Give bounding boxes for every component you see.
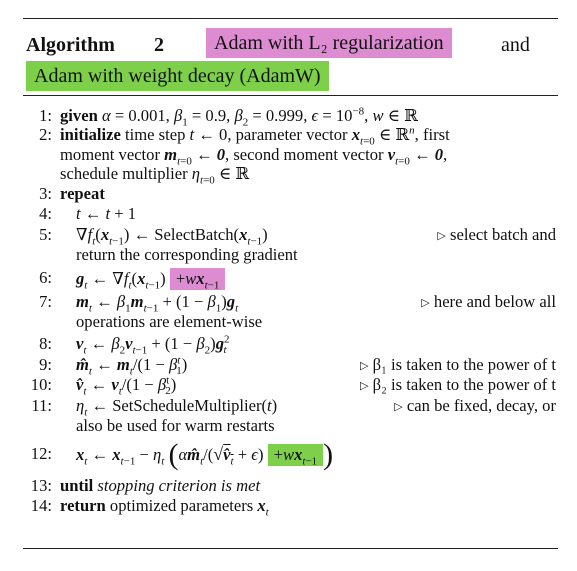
top-rule xyxy=(23,18,558,19)
keyword-initialize: initialize xyxy=(60,125,121,144)
algorithm-number: 2 xyxy=(154,34,164,56)
comment-select-batch: select batch and xyxy=(450,225,556,244)
comment-here-below: here and below all xyxy=(433,292,556,311)
green-weight-term: $+wx_{t-1}$ xyxy=(268,444,324,466)
comment-beta1-power: β₁ is taken to the power of t xyxy=(372,355,556,374)
keyword-repeat: repeat xyxy=(60,184,105,203)
comment-beta2-power: β₂ is taken to the power of t xyxy=(372,375,556,394)
keyword-until: until xyxy=(60,476,94,495)
green-highlight-label: Adam with weight decay (AdamW) xyxy=(26,61,329,91)
comment-schedule: can be fixed, decay, or xyxy=(406,396,556,415)
bottom-rule xyxy=(23,548,558,549)
algorithm-word: Algorithm xyxy=(26,34,115,56)
stopping-criterion: stopping criterion is met xyxy=(97,476,261,495)
pink-highlight-label: Adam with L₂ regularization xyxy=(206,28,452,58)
algorithm-title xyxy=(26,28,556,62)
keyword-return: return xyxy=(60,496,106,515)
keyword-given: given xyxy=(60,106,98,125)
pink-weight-term: $+wx_{t-1}$ xyxy=(170,268,226,290)
mid-rule xyxy=(23,95,558,96)
and-word: and xyxy=(501,34,530,56)
